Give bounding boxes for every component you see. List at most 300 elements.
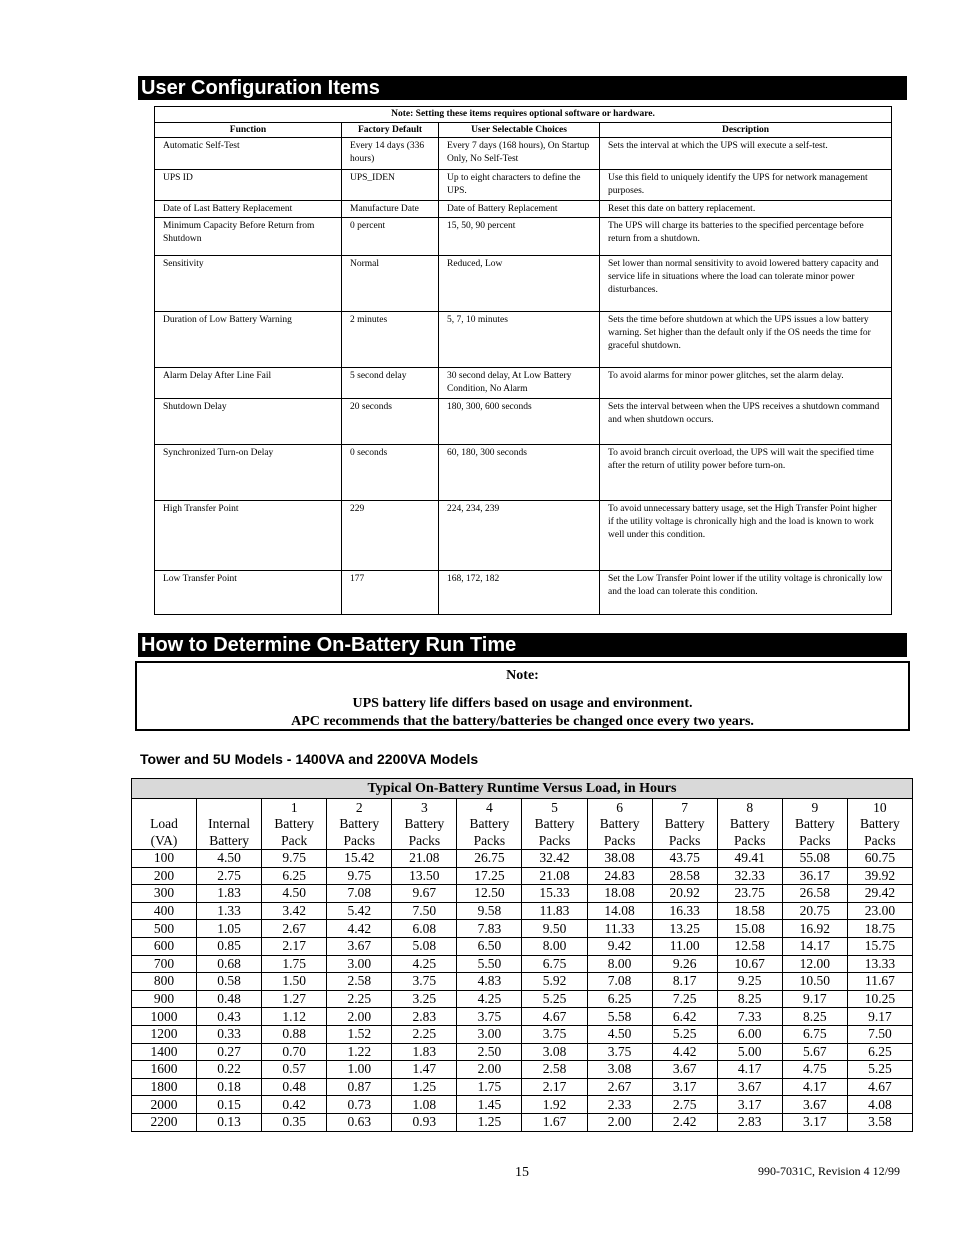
runtime-value-cell: 5.25 (652, 1025, 717, 1043)
page-number: 15 (515, 1165, 529, 1180)
runtime-header-line: Packs (473, 832, 506, 848)
runtime-value-cell: 0.48 (197, 990, 262, 1008)
runtime-value-cell: 3.67 (782, 1096, 847, 1114)
runtime-row (132, 1008, 913, 1026)
runtime-value-cell: 3.00 (457, 1025, 522, 1043)
runtime-value-cell: 15.42 (327, 850, 392, 868)
config-cell-user-choices: Date of Battery Replacement (439, 201, 600, 218)
runtime-value-cell: 2.75 (197, 867, 262, 885)
runtime-column-header (652, 799, 717, 850)
runtime-value-cell: 2.50 (457, 1043, 522, 1061)
config-cell-factory-default: 5 second delay (342, 368, 439, 399)
runtime-value-cell: 13.25 (652, 920, 717, 938)
config-cell-function: Date of Last Battery Replacement (155, 201, 342, 218)
runtime-value-cell: 1.12 (262, 1008, 327, 1026)
runtime-column-header (327, 799, 392, 850)
runtime-header-line: Pack (281, 832, 308, 848)
runtime-value-cell: 3.75 (587, 1043, 652, 1061)
runtime-value-cell: 2.00 (327, 1008, 392, 1026)
runtime-load-cell: 1800 (132, 1078, 197, 1096)
runtime-row (132, 1096, 913, 1114)
runtime-value-cell: 6.00 (717, 1025, 782, 1043)
config-row (155, 170, 892, 201)
runtime-value-cell: 4.67 (522, 1008, 587, 1026)
runtime-header-line: Packs (668, 832, 701, 848)
runtime-value-cell: 11.33 (587, 920, 652, 938)
runtime-value-cell: 0.68 (197, 955, 262, 973)
runtime-value-cell: 8.00 (522, 937, 587, 955)
runtime-value-cell: 7.50 (847, 1025, 912, 1043)
runtime-value-cell: 18.75 (847, 920, 912, 938)
runtime-value-cell: 17.25 (457, 867, 522, 885)
runtime-value-cell: 2.58 (327, 973, 392, 991)
runtime-value-cell: 14.17 (782, 937, 847, 955)
runtime-value-cell: 3.67 (652, 1061, 717, 1079)
runtime-header-line: 9 (811, 799, 819, 815)
runtime-row (132, 1078, 913, 1096)
runtime-value-cell: 3.00 (327, 955, 392, 973)
runtime-header-line: Battery (860, 816, 900, 831)
runtime-value-cell: 20.92 (652, 885, 717, 903)
runtime-value-cell: 8.17 (652, 973, 717, 991)
runtime-value-cell: 0.18 (197, 1078, 262, 1096)
config-row (155, 201, 892, 218)
runtime-value-cell: 1.25 (392, 1078, 457, 1096)
runtime-value-cell: 4.50 (587, 1025, 652, 1043)
runtime-value-cell: 32.42 (522, 850, 587, 868)
runtime-value-cell: 0.73 (327, 1096, 392, 1114)
runtime-value-cell: 12.58 (717, 937, 782, 955)
runtime-load-cell: 1200 (132, 1025, 197, 1043)
runtime-value-cell: 0.85 (197, 937, 262, 955)
config-cell-description: Set lower than normal sensitivity to avoid lowered battery capacity and service life in situations where the load can tolerate minor power disturbances. (600, 256, 892, 312)
runtime-value-cell: 7.50 (392, 902, 457, 920)
runtime-load-cell: 700 (132, 955, 197, 973)
runtime-value-cell: 9.17 (782, 990, 847, 1008)
runtime-value-cell: 2.00 (587, 1113, 652, 1131)
config-cell-function: Synchronized Turn-on Delay (155, 445, 342, 501)
runtime-value-cell: 5.50 (457, 955, 522, 973)
runtime-header-line: Packs (733, 832, 766, 848)
runtime-column-header (262, 799, 327, 850)
runtime-column-header (782, 799, 847, 850)
note-label: Note: (506, 668, 539, 683)
config-cell-user-choices: 5, 7, 10 minutes (439, 312, 600, 368)
config-cell-description: Sets the interval at which the UPS will execute a self-test. (600, 138, 892, 170)
runtime-value-cell: 0.57 (262, 1061, 327, 1079)
config-cell-user-choices: 224, 234, 239 (439, 501, 600, 571)
config-row (155, 399, 892, 445)
config-row (155, 312, 892, 368)
config-cell-function: Alarm Delay After Line Fail (155, 368, 342, 399)
runtime-value-cell: 3.08 (587, 1061, 652, 1079)
column-header-function: Function (155, 123, 342, 138)
runtime-value-cell: 15.08 (717, 920, 782, 938)
runtime-value-cell: 3.17 (717, 1096, 782, 1114)
config-cell-description: Use this field to uniquely identify the UPS for network management purposes. (600, 170, 892, 201)
runtime-value-cell: 4.25 (457, 990, 522, 1008)
runtime-value-cell: 26.75 (457, 850, 522, 868)
runtime-header-line: Packs (538, 832, 571, 848)
config-row (155, 138, 892, 170)
runtime-value-cell: 1.27 (262, 990, 327, 1008)
runtime-row (132, 1025, 913, 1043)
runtime-row (132, 973, 913, 991)
runtime-value-cell: 2.83 (717, 1113, 782, 1131)
config-cell-factory-default: 229 (342, 501, 439, 571)
runtime-header-line: Load (150, 816, 178, 831)
config-row (155, 218, 892, 256)
runtime-column-header (392, 799, 457, 850)
runtime-value-cell: 10.67 (717, 955, 782, 973)
runtime-value-cell: 0.43 (197, 1008, 262, 1026)
runtime-value-cell: 2.75 (652, 1096, 717, 1114)
runtime-value-cell: 9.17 (847, 1008, 912, 1026)
runtime-value-cell: 5.67 (782, 1043, 847, 1061)
runtime-row (132, 1113, 913, 1131)
config-cell-factory-default: 177 (342, 571, 439, 615)
config-cell-factory-default: Normal (342, 256, 439, 312)
section-title-user-configuration: User Configuration Items (138, 76, 907, 100)
runtime-value-cell: 0.22 (197, 1061, 262, 1079)
config-cell-function: Minimum Capacity Before Return from Shutdown (155, 218, 342, 256)
runtime-row (132, 937, 913, 955)
runtime-value-cell: 49.41 (717, 850, 782, 868)
runtime-load-cell: 2200 (132, 1113, 197, 1131)
runtime-value-cell: 0.63 (327, 1113, 392, 1131)
runtime-value-cell: 0.15 (197, 1096, 262, 1114)
runtime-table-caption: Typical On-Battery Runtime Versus Load, in Hours (132, 779, 913, 799)
runtime-header-line: 4 (486, 799, 493, 815)
runtime-row (132, 867, 913, 885)
runtime-value-cell: 23.00 (847, 902, 912, 920)
config-cell-function: Duration of Low Battery Warning (155, 312, 342, 368)
runtime-table (131, 778, 913, 1132)
runtime-row (132, 990, 913, 1008)
runtime-load-cell: 600 (132, 937, 197, 955)
runtime-value-cell: 9.67 (392, 885, 457, 903)
runtime-value-cell: 0.93 (392, 1113, 457, 1131)
runtime-value-cell: 1.83 (392, 1043, 457, 1061)
runtime-value-cell: 6.50 (457, 937, 522, 955)
runtime-value-cell: 3.67 (327, 937, 392, 955)
document-reference: 990-7031C, Revision 4 12/99 (758, 1164, 901, 1178)
runtime-value-cell: 23.75 (717, 885, 782, 903)
runtime-value-cell: 9.75 (327, 867, 392, 885)
runtime-value-cell: 12.50 (457, 885, 522, 903)
runtime-value-cell: 5.58 (587, 1008, 652, 1026)
runtime-value-cell: 1.00 (327, 1061, 392, 1079)
runtime-value-cell: 3.08 (522, 1043, 587, 1061)
runtime-value-cell: 11.00 (652, 937, 717, 955)
runtime-value-cell: 3.42 (262, 902, 327, 920)
config-row (155, 571, 892, 615)
runtime-value-cell: 14.08 (587, 902, 652, 920)
runtime-value-cell: 2.67 (587, 1078, 652, 1096)
runtime-value-cell: 4.17 (782, 1078, 847, 1096)
note-box (135, 661, 910, 731)
runtime-value-cell: 4.50 (262, 885, 327, 903)
config-cell-user-choices: Reduced, Low (439, 256, 600, 312)
runtime-value-cell: 16.92 (782, 920, 847, 938)
runtime-value-cell: 0.33 (197, 1025, 262, 1043)
runtime-load-cell: 1400 (132, 1043, 197, 1061)
runtime-value-cell: 5.25 (847, 1061, 912, 1079)
runtime-value-cell: 2.58 (522, 1061, 587, 1079)
runtime-value-cell: 26.58 (782, 885, 847, 903)
runtime-value-cell: 2.17 (522, 1078, 587, 1096)
runtime-value-cell: 7.08 (587, 973, 652, 991)
runtime-row (132, 1043, 913, 1061)
runtime-value-cell: 3.75 (457, 1008, 522, 1026)
runtime-value-cell: 3.17 (652, 1078, 717, 1096)
runtime-value-cell: 9.42 (587, 937, 652, 955)
runtime-load-cell: 2000 (132, 1096, 197, 1114)
config-cell-description: To avoid unnecessary battery usage, set the High Transfer Point higher if the utility voltage is chronically high and the load is known to work well under this condition. (600, 501, 892, 571)
runtime-header-line: Battery (599, 816, 640, 831)
runtime-column-header (847, 799, 912, 850)
config-cell-function: Sensitivity (155, 256, 342, 312)
runtime-value-cell: 2.25 (327, 990, 392, 1008)
config-cell-function: High Transfer Point (155, 501, 342, 571)
runtime-header-line: Battery (339, 816, 380, 831)
runtime-value-cell: 2.25 (392, 1025, 457, 1043)
runtime-value-cell: 2.67 (262, 920, 327, 938)
runtime-value-cell: 21.08 (522, 867, 587, 885)
runtime-value-cell: 29.42 (847, 885, 912, 903)
runtime-value-cell: 7.25 (652, 990, 717, 1008)
runtime-load-cell: 1000 (132, 1008, 197, 1026)
runtime-value-cell: 1.75 (262, 955, 327, 973)
runtime-value-cell: 7.83 (457, 920, 522, 938)
configuration-note: Note: Setting these items requires optional software or hardware. (155, 107, 892, 123)
runtime-value-cell: 1.50 (262, 973, 327, 991)
runtime-value-cell: 0.87 (327, 1078, 392, 1096)
runtime-value-cell: 5.25 (522, 990, 587, 1008)
config-cell-user-choices: Every 7 days (168 hours), On Startup Only, No Self-Test (439, 138, 600, 170)
runtime-value-cell: 28.58 (652, 867, 717, 885)
runtime-header-line: 6 (616, 799, 623, 815)
runtime-value-cell: 3.75 (392, 973, 457, 991)
note-line-1: UPS battery life differs based on usage and environment. (352, 696, 693, 711)
runtime-value-cell: 9.26 (652, 955, 717, 973)
runtime-value-cell: 1.25 (457, 1113, 522, 1131)
runtime-value-cell: 2.83 (392, 1008, 457, 1026)
runtime-value-cell: 9.75 (262, 850, 327, 868)
runtime-value-cell: 4.25 (392, 955, 457, 973)
runtime-value-cell: 1.67 (522, 1113, 587, 1131)
runtime-value-cell: 1.92 (522, 1096, 587, 1114)
config-cell-function: UPS ID (155, 170, 342, 201)
runtime-header-line: 1 (290, 799, 298, 815)
runtime-value-cell: 1.45 (457, 1096, 522, 1114)
runtime-value-cell: 6.25 (847, 1043, 912, 1061)
runtime-column-header (197, 799, 262, 850)
runtime-header-line: 7 (681, 799, 689, 815)
runtime-value-cell: 9.50 (522, 920, 587, 938)
runtime-header-line: 2 (355, 799, 363, 815)
runtime-value-cell: 8.25 (782, 1008, 847, 1026)
runtime-value-cell: 0.35 (262, 1113, 327, 1131)
runtime-column-header (717, 799, 782, 850)
config-row (155, 368, 892, 399)
runtime-value-cell: 11.67 (847, 973, 912, 991)
runtime-header-line: 8 (746, 799, 754, 815)
runtime-header-line: Battery (729, 816, 770, 831)
column-header-factory-default: Factory Default (342, 123, 439, 138)
runtime-load-cell: 1600 (132, 1061, 197, 1079)
runtime-value-cell: 3.25 (392, 990, 457, 1008)
config-cell-user-choices: 15, 50, 90 percent (439, 218, 600, 256)
runtime-value-cell: 12.00 (782, 955, 847, 973)
runtime-value-cell: 2.17 (262, 937, 327, 955)
runtime-value-cell: 8.00 (587, 955, 652, 973)
runtime-value-cell: 36.17 (782, 867, 847, 885)
runtime-value-cell: 7.33 (717, 1008, 782, 1026)
runtime-value-cell: 5.92 (522, 973, 587, 991)
runtime-column-header (132, 799, 197, 850)
config-cell-user-choices: 60, 180, 300 seconds (439, 445, 600, 501)
runtime-header-line: 3 (420, 799, 428, 815)
runtime-value-cell: 32.33 (717, 867, 782, 885)
runtime-value-cell: 39.92 (847, 867, 912, 885)
runtime-header-line: Battery (209, 832, 249, 848)
runtime-header-line: Battery (274, 816, 315, 831)
runtime-value-cell: 55.08 (782, 850, 847, 868)
config-row (155, 256, 892, 312)
runtime-header-line: Battery (794, 816, 835, 831)
note-line-2: APC recommends that the battery/batteries be changed once every two years. (291, 714, 754, 729)
runtime-value-cell: 4.67 (847, 1078, 912, 1096)
runtime-value-cell: 1.47 (392, 1061, 457, 1079)
runtime-value-cell: 43.75 (652, 850, 717, 868)
runtime-value-cell: 6.42 (652, 1008, 717, 1026)
runtime-load-cell: 400 (132, 902, 197, 920)
config-cell-factory-default: 0 percent (342, 218, 439, 256)
runtime-value-cell: 24.83 (587, 867, 652, 885)
config-cell-function: Shutdown Delay (155, 399, 342, 445)
config-cell-description: Set the Low Transfer Point lower if the utility voltage is chronically low and the load can tolerate this condition. (600, 571, 892, 615)
runtime-load-cell: 900 (132, 990, 197, 1008)
runtime-value-cell: 1.33 (197, 902, 262, 920)
runtime-value-cell: 0.58 (197, 973, 262, 991)
runtime-value-cell: 60.75 (847, 850, 912, 868)
runtime-load-cell: 300 (132, 885, 197, 903)
runtime-value-cell: 6.75 (522, 955, 587, 973)
runtime-value-cell: 21.08 (392, 850, 457, 868)
runtime-load-cell: 500 (132, 920, 197, 938)
runtime-row (132, 902, 913, 920)
runtime-column-header (587, 799, 652, 850)
column-header-user-choices: User Selectable Choices (439, 123, 600, 138)
runtime-value-cell: 11.83 (522, 902, 587, 920)
config-cell-user-choices: Up to eight characters to define the UPS. (439, 170, 600, 201)
runtime-value-cell: 0.88 (262, 1025, 327, 1043)
runtime-value-cell: 20.75 (782, 902, 847, 920)
runtime-value-cell: 13.33 (847, 955, 912, 973)
runtime-value-cell: 13.50 (392, 867, 457, 885)
config-cell-description: Reset this date on battery replacement. (600, 201, 892, 218)
column-header-description: Description (600, 123, 892, 138)
runtime-value-cell: 0.42 (262, 1096, 327, 1114)
runtime-value-cell: 0.48 (262, 1078, 327, 1096)
runtime-value-cell: 15.75 (847, 937, 912, 955)
runtime-value-cell: 3.67 (717, 1078, 782, 1096)
config-row (155, 445, 892, 501)
config-cell-factory-default: UPS_IDEN (342, 170, 439, 201)
config-cell-function: Low Transfer Point (155, 571, 342, 615)
config-cell-description: The UPS will charge its batteries to the specified percentage before return from a shutdown. (600, 218, 892, 256)
runtime-header-line: Battery (664, 816, 705, 831)
runtime-value-cell: 1.52 (327, 1025, 392, 1043)
runtime-value-cell: 1.75 (457, 1078, 522, 1096)
runtime-value-cell: 4.50 (197, 850, 262, 868)
config-cell-description: To avoid branch circuit overload, the UPS will wait the specified time after the return of utility power before turn-on. (600, 445, 892, 501)
runtime-value-cell: 3.58 (847, 1113, 912, 1131)
runtime-value-cell: 6.25 (262, 867, 327, 885)
runtime-value-cell: 38.08 (587, 850, 652, 868)
runtime-header-line: Packs (799, 832, 831, 848)
config-row (155, 501, 892, 571)
runtime-value-cell: 0.27 (197, 1043, 262, 1061)
config-cell-user-choices: 180, 300, 600 seconds (439, 399, 600, 445)
runtime-value-cell: 9.58 (457, 902, 522, 920)
runtime-value-cell: 6.75 (782, 1025, 847, 1043)
runtime-value-cell: 16.33 (652, 902, 717, 920)
runtime-value-cell: 5.00 (717, 1043, 782, 1061)
runtime-value-cell: 2.00 (457, 1061, 522, 1079)
config-cell-factory-default: 0 seconds (342, 445, 439, 501)
config-cell-factory-default: Manufacture Date (342, 201, 439, 218)
config-cell-factory-default: 2 minutes (342, 312, 439, 368)
runtime-header-line: (VA) (150, 832, 178, 848)
config-cell-user-choices: 30 second delay, At Low Battery Condition, No Alarm (439, 368, 600, 399)
runtime-row (132, 850, 913, 868)
runtime-row (132, 955, 913, 973)
runtime-row (132, 1061, 913, 1079)
runtime-header-line: Battery (534, 816, 575, 831)
runtime-row (132, 885, 913, 903)
runtime-value-cell: 1.08 (392, 1096, 457, 1114)
runtime-load-cell: 800 (132, 973, 197, 991)
runtime-value-cell: 4.42 (327, 920, 392, 938)
runtime-header-line: Battery (404, 816, 445, 831)
runtime-load-cell: 100 (132, 850, 197, 868)
runtime-header-line: Internal (208, 816, 251, 831)
runtime-value-cell: 18.58 (717, 902, 782, 920)
runtime-value-cell: 0.13 (197, 1113, 262, 1131)
runtime-header-line: Packs (603, 832, 636, 848)
runtime-header-line: Packs (864, 832, 896, 848)
runtime-value-cell: 1.83 (197, 885, 262, 903)
runtime-value-cell: 4.75 (782, 1061, 847, 1079)
runtime-value-cell: 1.22 (327, 1043, 392, 1061)
runtime-subheading: Tower and 5U Models - 1400VA and 2200VA Models (140, 751, 479, 767)
runtime-value-cell: 4.83 (457, 973, 522, 991)
runtime-value-cell: 18.08 (587, 885, 652, 903)
section-title-run-time: How to Determine On-Battery Run Time (138, 633, 907, 657)
config-cell-description: Sets the time before shutdown at which the UPS issues a low battery warning. Set higher than the default only if the OS needs the time for graceful shutdown. (600, 312, 892, 368)
config-cell-factory-default: Every 14 days (336 hours) (342, 138, 439, 170)
runtime-header-line: 10 (873, 799, 887, 815)
runtime-value-cell: 1.05 (197, 920, 262, 938)
runtime-value-cell: 7.08 (327, 885, 392, 903)
runtime-value-cell: 8.25 (717, 990, 782, 1008)
config-cell-function: Automatic Self-Test (155, 138, 342, 170)
configuration-table (154, 106, 892, 615)
runtime-value-cell: 2.33 (587, 1096, 652, 1114)
config-cell-user-choices: 168, 172, 182 (439, 571, 600, 615)
